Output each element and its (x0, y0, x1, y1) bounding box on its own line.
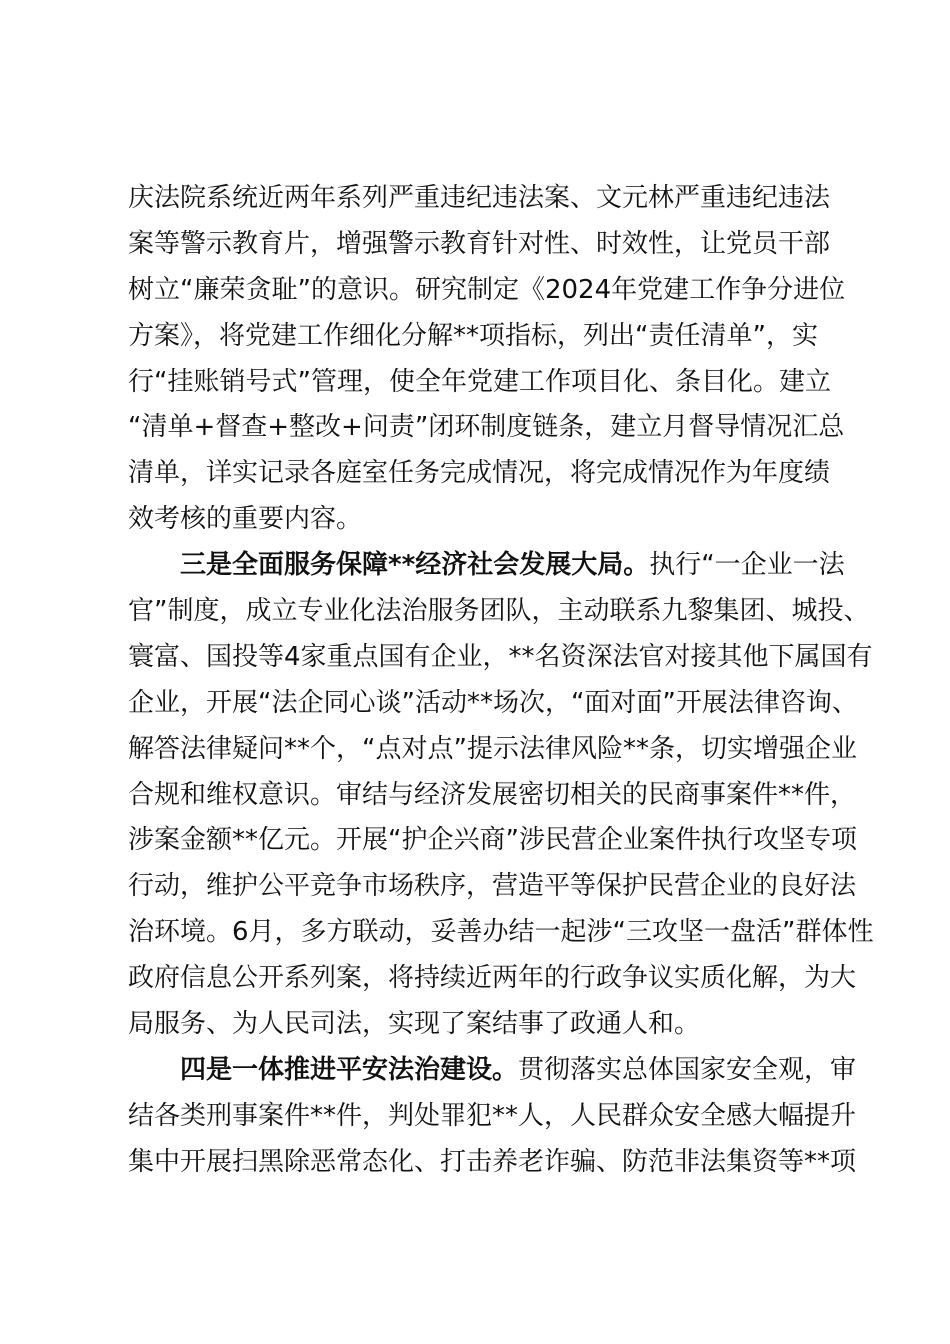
paragraph-2-line-2: 官”制度，成立专业化法治服务团队，主动联系九黎集团、城投、 (128, 596, 870, 627)
paragraph-3-line-3: 集中开展扫黑除恶常态化、打击养老诈骗、防范非法集资等**项 (128, 1146, 857, 1177)
paragraph-1-line-6: “清单+督查+整改+问责”闭环制度链条，建立月督导情况汇总 (128, 412, 845, 443)
paragraph-1-line-8: 效考核的重要内容。 (128, 504, 363, 535)
paragraph-2-first-line-rest: 执行“一企业一法 (649, 550, 845, 581)
paragraph-2-line-8: 行动，维护公平竞争市场秩序，营造平等保护民营企业的良好法 (128, 871, 857, 902)
paragraph-3-line-1 (128, 1048, 858, 1094)
paragraph-2-line-1 (128, 543, 858, 589)
paragraph-2-line-11: 局服务、为人民司法，实现了案结事了政通人和。 (128, 1009, 701, 1040)
paragraph-2-lead: 三是全面服务保障**经济社会发展大局。 (180, 550, 650, 581)
paragraph-1-line-2: 案等警示教育片，增强警示教育针对性、时效性，让党员干部 (128, 228, 831, 259)
paragraph-2-line-9: 治环境。6月，多方联动，妥善办结一起涉“三攻坚一盘活”群体性 (128, 917, 874, 948)
paragraph-1-line-4: 方案》，将党建工作细化分解**项指标，列出“责任清单”，实 (128, 320, 818, 351)
paragraph-2-line-3: 寰富、国投等4家重点国有企业，**名资深法官对接其他下属国有 (128, 641, 873, 672)
paragraph-1-line-3: 树立“廉荣贪耻”的意识。研究制定《2024年党建工作争分进位 (128, 274, 846, 305)
document-body (128, 176, 874, 1186)
paragraph-2-line-6: 合规和维权意识。审结与经济发展密切相关的民商事案件**件， (128, 779, 857, 810)
paragraph-2-line-4: 企业，开展“法企同心谈”活动**场次，“面对面”开展法律咨询、 (128, 687, 858, 718)
paragraph-1-line-1: 庆法院系统近两年系列严重违纪违法案、文元林严重违纪违法 (128, 183, 831, 213)
paragraph-1-line-7: 清单，详实记录各庭室任务完成情况，将完成情况作为年度绩 (128, 458, 831, 489)
paragraph-2-line-7: 涉案金额**亿元。开展“护企兴商”涉民营企业案件执行攻坚专项 (128, 825, 857, 856)
paragraph-3-lead: 四是一体推进平安法治建设。 (180, 1054, 519, 1085)
paragraph-3-first-line-rest: 贯彻落实总体国家安全观，审 (518, 1054, 857, 1085)
paragraph-1-line-5: 行“挂账销号式”管理，使全年党建工作项目化、条目化。建立 (128, 366, 831, 397)
paragraph-2-line-10: 政府信息公开系列案，将持续近两年的行政争议实质化解，为大 (128, 963, 857, 994)
paragraph-2-line-5: 解答法律疑问**个，“点对点”提示法律风险**条，切实增强企业 (128, 733, 857, 764)
paragraph-3-line-2: 结各类刑事案件**件，判处罪犯**人，人民群众安全感大幅提升 (128, 1100, 857, 1131)
